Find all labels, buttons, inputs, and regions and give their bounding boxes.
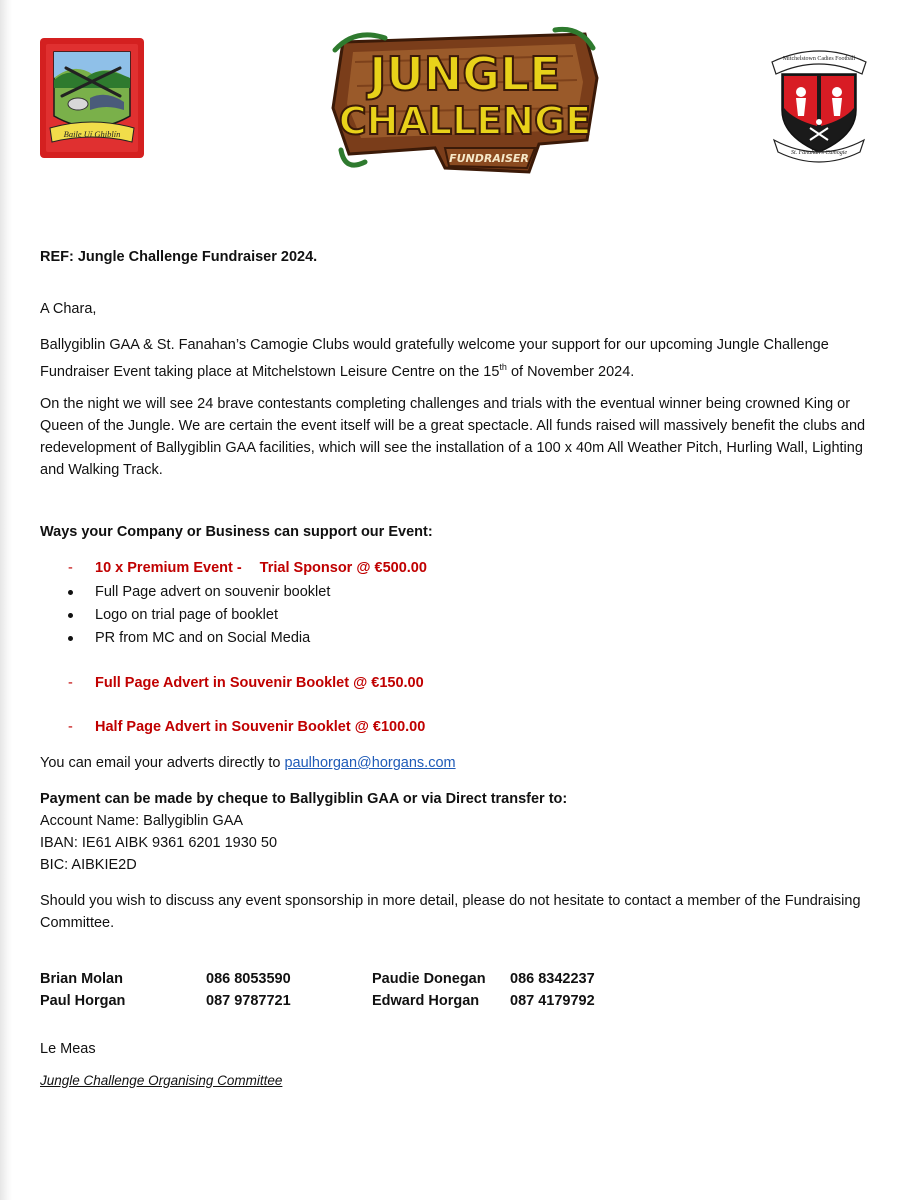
account-name: Account Name: Ballygiblin GAA <box>40 812 244 829</box>
logo-jungle-text: JUNGLE <box>369 47 561 101</box>
list-item <box>40 604 870 627</box>
payment-details <box>40 788 870 876</box>
letter-body <box>40 246 870 1092</box>
logo-challenge-text: CHALLENGE <box>338 99 592 143</box>
contact-phone: 087 9787721 <box>206 992 291 1009</box>
email-intro-text: You can email your adverts directly to <box>40 754 281 771</box>
intro-text-a: Ballygiblin GAA & St. Fanahan’s Camogie Clubs would gratefully welcome your support for our upcoming Jungle Challenge Fundraiser Event taking place at Mitchelstown Leisure Centre on the 15 <box>40 337 829 380</box>
committee-contacts-table <box>40 968 650 1012</box>
table-row <box>40 990 650 1012</box>
contact-name: Brian Molan <box>40 970 123 987</box>
bullet-icon <box>68 613 73 618</box>
email-link[interactable]: paulhorgan@horgans.com <box>284 754 456 771</box>
tier-full-page-label: Full Page Advert in Souvenir Booklet @ €150.00 <box>95 674 424 691</box>
contact-phone: 087 4179792 <box>510 992 595 1009</box>
ballygiblin-crest-logo <box>40 38 144 158</box>
tier-full-page-advert <box>40 672 870 694</box>
payment-heading: Payment can be made by cheque to Ballygiblin GAA or via Direct transfer to: <box>40 790 568 807</box>
tier-half-page-advert <box>40 716 870 738</box>
crest-top-text: Mitchelstown Cadies Football <box>782 56 856 62</box>
contact-name: Edward Horgan <box>372 992 480 1009</box>
tier-half-page-label: Half Page Advert in Souvenir Booklet @ €100.00 <box>95 718 426 735</box>
tier-dash: - <box>68 718 73 735</box>
benefit-text: PR from MC and on Social Media <box>95 629 311 646</box>
bullet-icon <box>68 636 73 641</box>
tier-dash: - <box>68 674 73 691</box>
intro-text-b: of November 2024. <box>506 363 635 380</box>
list-item <box>40 627 870 650</box>
tier-premium-sponsor <box>40 557 870 579</box>
tier-premium-label: 10 x Premium Event - <box>95 559 242 576</box>
crest-caption: Baile Uí Ghiblín <box>63 129 121 139</box>
st-fanahans-crest-logo <box>764 40 874 164</box>
jungle-challenge-logo <box>325 22 603 184</box>
list-item <box>40 581 870 604</box>
intro-paragraph <box>40 334 870 383</box>
premium-benefits-list <box>40 581 870 650</box>
benefit-text: Logo on trial page of booklet <box>95 606 278 623</box>
contact-name: Paudie Donegan <box>372 970 486 987</box>
tier-premium-price: Trial Sponsor @ €500.00 <box>259 559 427 576</box>
committee-signature: Jungle Challenge Organising Committee <box>40 1072 283 1088</box>
contact-name: Paul Horgan <box>40 992 126 1009</box>
contact-phone: 086 8342237 <box>510 970 595 987</box>
tier-dash: - <box>68 559 73 576</box>
ways-heading: Ways your Company or Business can support our Event: <box>40 523 433 540</box>
intro-superscript: th <box>499 362 507 372</box>
crest-bottom-text: St. Fanahan's Camogie <box>790 150 848 156</box>
reference-line: REF: Jungle Challenge Fundraiser 2024. <box>40 249 318 265</box>
contact-phone: 086 8053590 <box>206 970 291 987</box>
logo-fundraiser-text: FUNDRAISER <box>449 152 529 165</box>
table-row <box>40 968 650 990</box>
email-line <box>40 752 870 774</box>
benefit-text: Full Page advert on souvenir booklet <box>95 583 331 600</box>
letterhead <box>0 0 916 200</box>
discuss-paragraph: Should you wish to discuss any event sponsorship in more detail, please do not hesitate to contact a member of the Fundraising Committee. <box>40 892 861 931</box>
iban: IBAN: IE61 AIBK 9361 6201 1930 50 <box>40 834 278 851</box>
bullet-icon <box>68 590 73 595</box>
salutation: A Chara, <box>40 301 97 317</box>
signoff: Le Meas <box>40 1040 96 1057</box>
bic: BIC: AIBKIE2D <box>40 856 137 873</box>
event-description-paragraph: On the night we will see 24 brave contestants completing challenges and trials with the eventual winner being crowned King or Queen of the Jungle. We are certain the event itself will be a great spectacle. All funds raised will massively benefit the clubs and redevelopment of Ballygiblin GAA facilities, which will see the installation of a 100 x 40m All Weather Pitch, Hurling Wall, Lighting and Walking Track. <box>40 395 866 478</box>
